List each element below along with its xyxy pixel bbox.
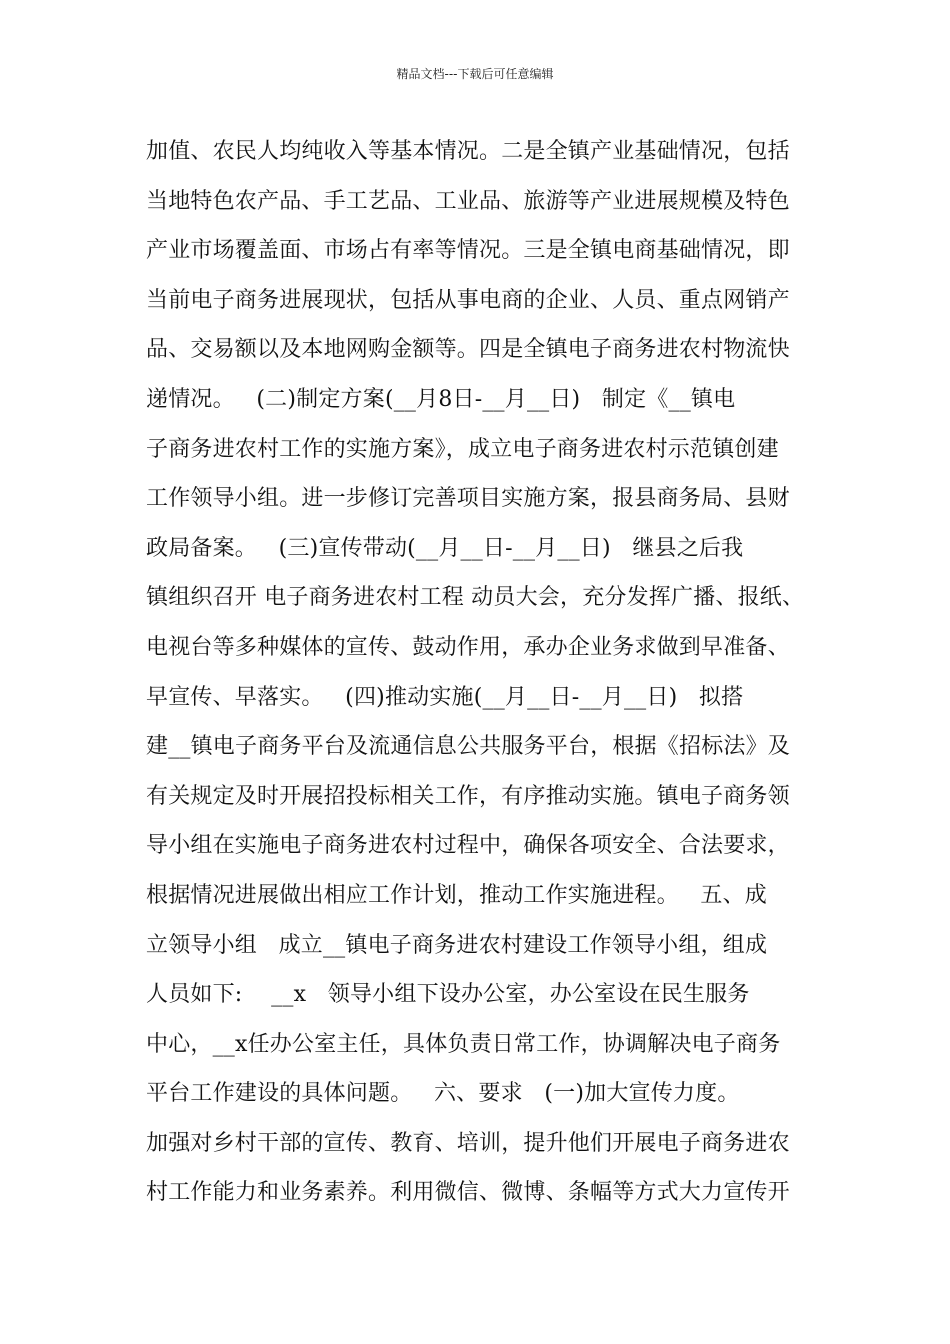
text-line: 产业市场覆盖面、市场占有率等情况。三是全镇电商基础情况，即 bbox=[146, 238, 790, 264]
text-line: 递情况。 (二)制定方案(__月8日-__月__日) 制定《__镇电 bbox=[146, 386, 736, 412]
page-header: 精品文档---下载后可任意编辑 bbox=[396, 67, 554, 81]
text-line: 当前电子商务进展现状，包括从事电商的企业、人员、重点网销产 bbox=[146, 287, 790, 313]
text-line: 早宣传、早落实。 (四)推动实施(__月__日-__月__日) 拟搭 bbox=[146, 684, 744, 710]
text-line: 品、交易额以及本地网购金额等。四是全镇电子商务进农村物流快 bbox=[146, 337, 790, 363]
text-line: 中心，__x任办公室主任，具体负责日常工作，协调解决电子商务 bbox=[146, 1031, 781, 1057]
text-line: 政局备案。 (三)宣传带动(__月__日-__月__日) 继县之后我 bbox=[146, 535, 744, 561]
text-line: 加强对乡村干部的宣传、教育、培训，提升他们开展电子商务进农 bbox=[146, 1130, 790, 1156]
text-line: 有关规定及时开展招投标相关工作，有序推动实施。镇电子商务领 bbox=[146, 783, 790, 809]
text-line: 立领导小组 成立__镇电子商务进农村建设工作领导小组，组成 bbox=[146, 932, 768, 958]
text-line: 导小组在实施电子商务进农村过程中，确保各项安全、合法要求， bbox=[146, 833, 790, 859]
text-line: 人员如下: __x 领导小组下设办公室，办公室设在民生服务 bbox=[146, 982, 750, 1008]
text-line: 平台工作建设的具体问题。 六、要求 (一)加大宣传力度。 bbox=[146, 1081, 740, 1107]
text-line: 镇组织召开 电子商务进农村工程 动员大会，充分发挥广播、报纸、 bbox=[146, 585, 805, 611]
text-line: 工作领导小组。进一步修订完善项目实施方案，报县商务局、县财 bbox=[146, 486, 790, 512]
text-line: 加值、农民人均纯收入等基本情况。二是全镇产业基础情况，包括 bbox=[146, 139, 790, 164]
text-line: 子商务进农村工作的实施方案》，成立电子商务进农村示范镇创建 bbox=[146, 436, 779, 462]
text-line: 根据情况进展做出相应工作计划，推动工作实施进程。 五、成 bbox=[146, 882, 767, 908]
text-line: 电视台等多种媒体的宣传、鼓动作用，承办企业务求做到早准备、 bbox=[146, 634, 790, 660]
text-line: 村工作能力和业务素养。利用微信、微博、条幅等方式大力宣传开 bbox=[146, 1180, 790, 1206]
text-line: 当地特色农产品、手工艺品、工业品、旅游等产业进展规模及特色 bbox=[146, 188, 790, 214]
document-body bbox=[146, 127, 826, 1218]
text-line: 建__镇电子商务平台及流通信息公共服务平台，根据《招标法》及 bbox=[146, 734, 791, 760]
